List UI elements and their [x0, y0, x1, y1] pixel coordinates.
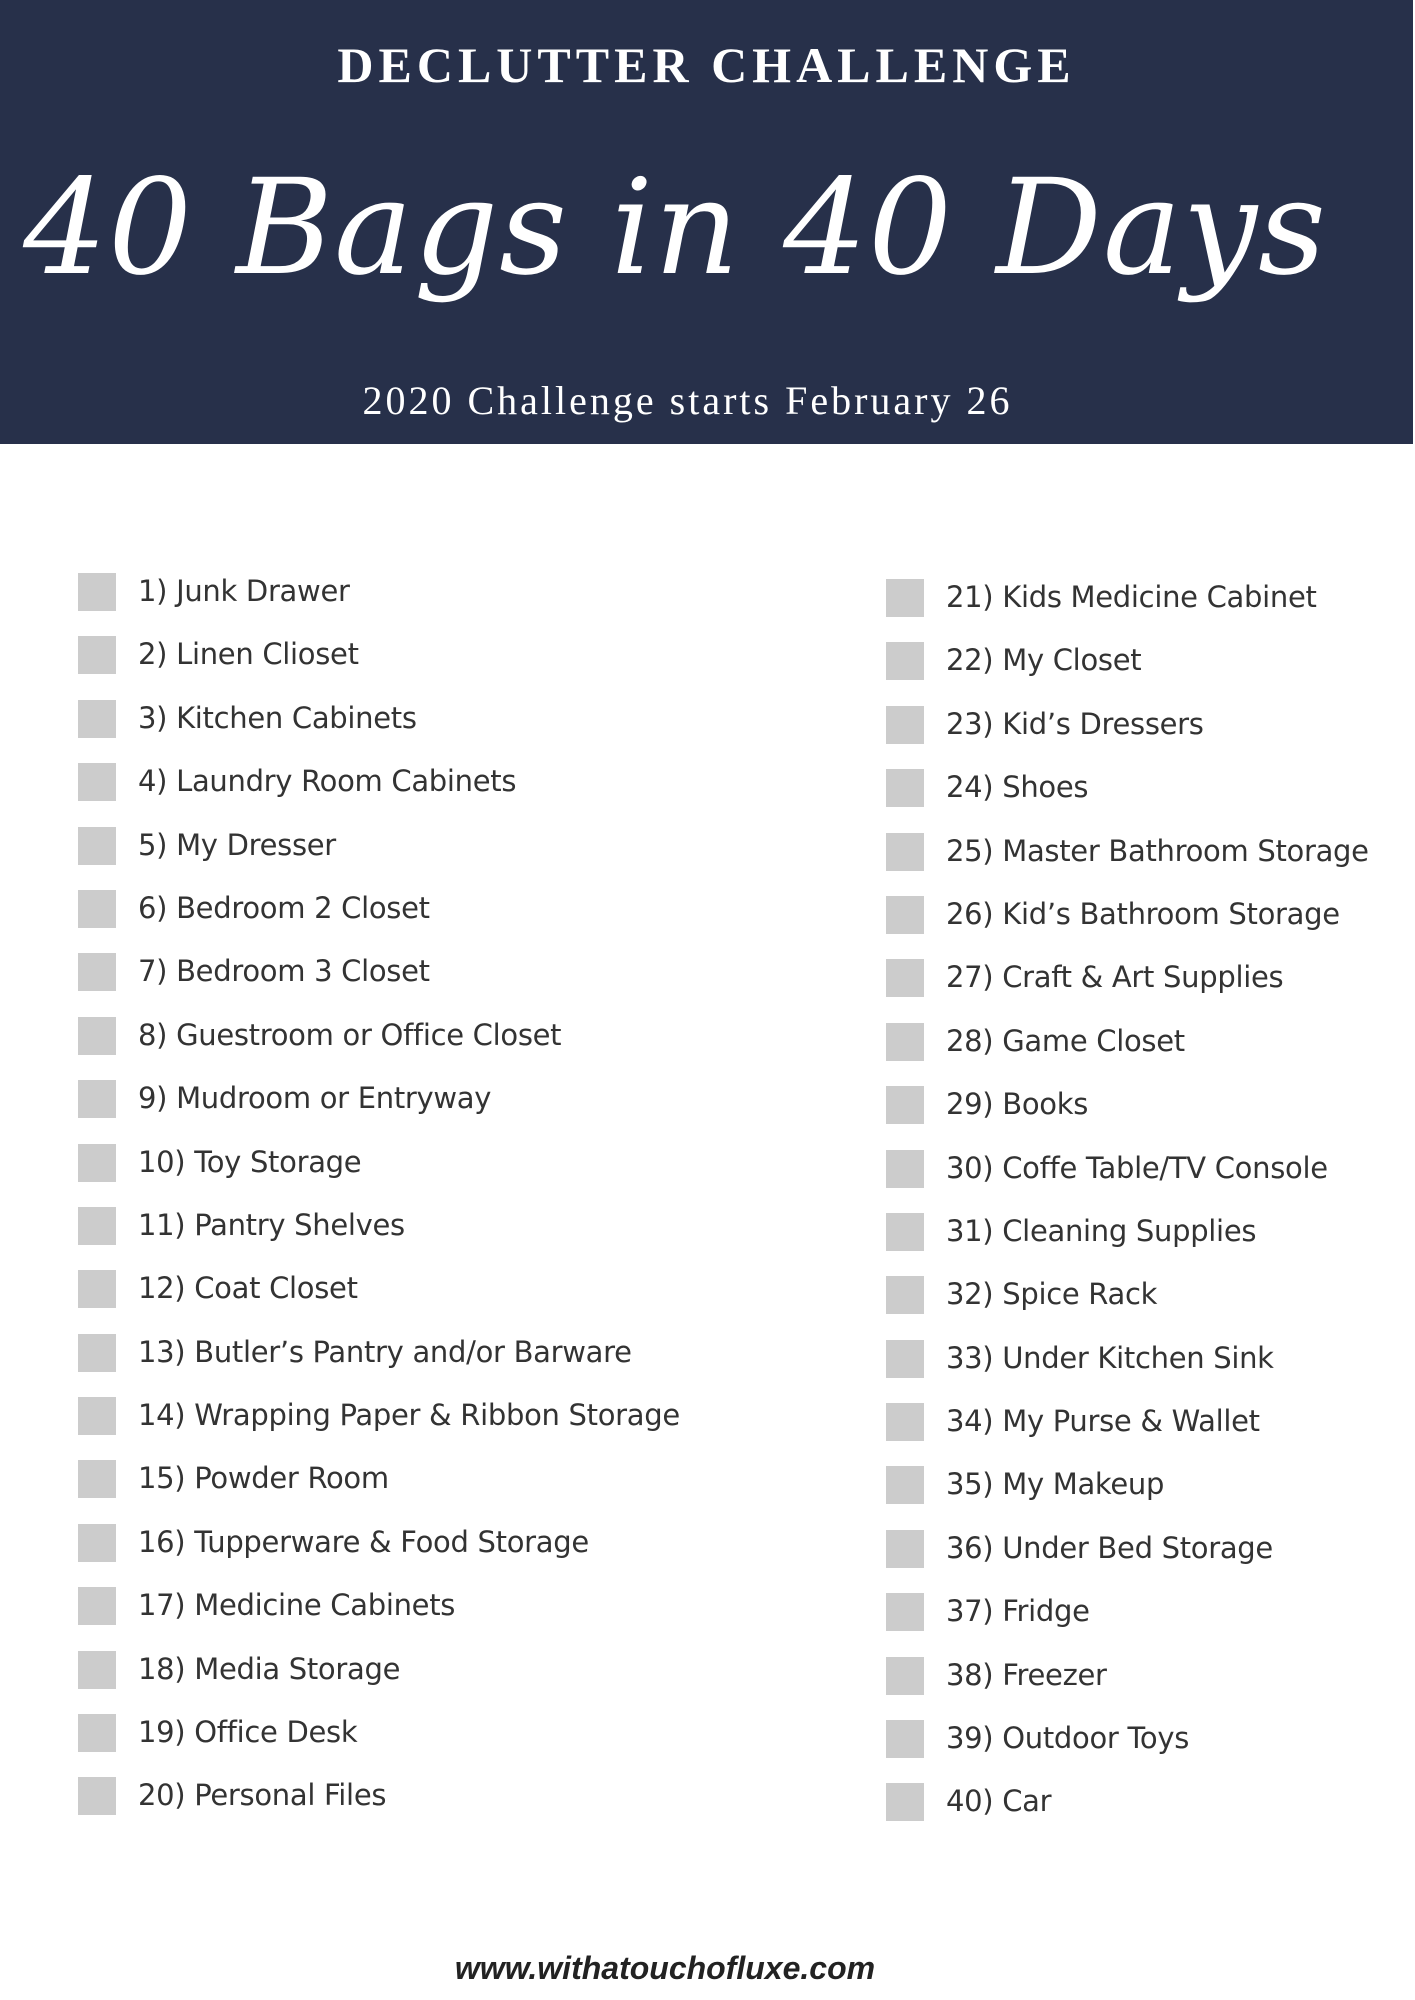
checkbox[interactable]	[886, 1150, 924, 1188]
checklist-item-label: 9) Mudroom or Entryway	[138, 1081, 492, 1116]
checkbox[interactable]	[886, 1023, 924, 1061]
checkbox[interactable]	[78, 763, 116, 801]
checklist-item-label: 29) Books	[946, 1087, 1089, 1122]
checkbox[interactable]	[886, 1276, 924, 1314]
checkbox[interactable]	[886, 1403, 924, 1441]
kicker-heading: DECLUTTER CHALLENGE	[337, 37, 1076, 93]
checklist-item-label: 13) Butler’s Pantry and/or Barware	[138, 1334, 632, 1369]
checkbox[interactable]	[78, 1080, 116, 1118]
checklist-item-label: 3) Kitchen Cabinets	[138, 700, 417, 735]
checkbox[interactable]	[78, 1017, 116, 1055]
checkbox[interactable]	[886, 1593, 924, 1631]
checklist-item-label: 27) Craft & Art Supplies	[946, 960, 1284, 995]
checkbox[interactable]	[886, 1340, 924, 1378]
checklist-item-label: 15) Powder Room	[138, 1461, 389, 1496]
checklist-item-label: 11) Pantry Shelves	[138, 1207, 405, 1242]
checklist-item-label: 28) Game Closet	[946, 1023, 1185, 1058]
header-banner	[0, 0, 1413, 444]
checklist-item-label: 6) Bedroom 2 Closet	[138, 890, 430, 925]
checklist-item-label: 32) Spice Rack	[946, 1277, 1158, 1312]
page-title: 40 Bags in 40 Days	[23, 151, 1327, 305]
checklist-item-label: 30) Coffe Table/TV Console	[946, 1150, 1328, 1185]
checkbox[interactable]	[78, 1207, 116, 1245]
checkbox[interactable]	[886, 833, 924, 871]
checkbox[interactable]	[78, 827, 116, 865]
checkbox[interactable]	[78, 1524, 116, 1562]
checkbox[interactable]	[886, 1657, 924, 1695]
checkbox[interactable]	[78, 1714, 116, 1752]
checklist-item-label: 10) Toy Storage	[138, 1144, 362, 1179]
checkbox[interactable]	[78, 890, 116, 928]
checkbox[interactable]	[78, 1777, 116, 1815]
checkbox[interactable]	[886, 1086, 924, 1124]
checklist-item-label: 31) Cleaning Supplies	[946, 1213, 1257, 1248]
checklist-item-label: 24) Shoes	[946, 770, 1089, 805]
checklist-item-label: 8) Guestroom or Office Closet	[138, 1017, 562, 1052]
checklist-item-label: 35) My Makeup	[946, 1467, 1165, 1502]
checklist-item-label: 7) Bedroom 3 Closet	[138, 954, 430, 989]
checklist-item-label: 22) My Closet	[946, 643, 1142, 678]
checkbox[interactable]	[886, 579, 924, 617]
checkbox[interactable]	[886, 1213, 924, 1251]
checklist-item-label: 16) Tupperware & Food Storage	[138, 1524, 589, 1559]
checklist-item-label: 1) Junk Drawer	[138, 574, 350, 608]
checkbox[interactable]	[78, 1397, 116, 1435]
checkbox[interactable]	[886, 642, 924, 680]
checkbox[interactable]	[78, 953, 116, 991]
checkbox[interactable]	[886, 1720, 924, 1758]
checklist-item-label: 14) Wrapping Paper & Ribbon Storage	[138, 1398, 680, 1433]
checklist-item-label: 4) Laundry Room Cabinets	[138, 764, 517, 799]
checklist-item-label: 20) Personal Files	[138, 1778, 387, 1813]
checklist-item-label: 40) Car	[946, 1784, 1052, 1819]
checkbox[interactable]	[886, 1530, 924, 1568]
checklist-item-label: 26) Kid’s Bathroom Storage	[946, 896, 1340, 931]
checkbox[interactable]	[886, 706, 924, 744]
checkbox[interactable]	[78, 700, 116, 738]
checkbox[interactable]	[78, 636, 116, 674]
checkbox[interactable]	[78, 1587, 116, 1625]
checklist-item-label: 36) Under Bed Storage	[946, 1530, 1273, 1565]
checklist-item-label: 21) Kids Medicine Cabinet	[946, 580, 1317, 614]
checkbox[interactable]	[78, 573, 116, 611]
checklist-item-label: 5) My Dresser	[138, 827, 336, 862]
checkbox[interactable]	[78, 1651, 116, 1689]
checklist-item-label: 38) Freezer	[946, 1657, 1107, 1692]
checklist-item-label: 23) Kid’s Dressers	[946, 706, 1204, 741]
checkbox[interactable]	[886, 1466, 924, 1504]
checkbox[interactable]	[886, 769, 924, 807]
subtitle: 2020 Challenge starts February 26	[362, 378, 1013, 423]
checklist-item-label: 18) Media Storage	[138, 1651, 401, 1686]
checkbox[interactable]	[78, 1460, 116, 1498]
checklist-item-label: 33) Under Kitchen Sink	[946, 1340, 1274, 1375]
checkbox[interactable]	[78, 1334, 116, 1372]
checklist-item-label: 37) Fridge	[946, 1594, 1090, 1629]
checklist-item-label: 19) Office Desk	[138, 1715, 358, 1750]
footer-url: www.withatouchofluxe.com	[454, 1950, 876, 1986]
checkbox[interactable]	[886, 1783, 924, 1821]
checklist-item-label: 34) My Purse & Wallet	[946, 1404, 1260, 1439]
checkbox[interactable]	[886, 959, 924, 997]
checkbox[interactable]	[78, 1144, 116, 1182]
checkbox[interactable]	[886, 896, 924, 934]
checklist-item-label: 39) Outdoor Toys	[946, 1721, 1190, 1756]
checklist-item-label: 12) Coat Closet	[138, 1271, 358, 1306]
checklist-item-label: 2) Linen Clioset	[138, 637, 359, 672]
checklist-item-label: 17) Medicine Cabinets	[138, 1588, 456, 1623]
checklist-item-label: 25) Master Bathroom Storage	[946, 833, 1369, 868]
checkbox[interactable]	[78, 1270, 116, 1308]
